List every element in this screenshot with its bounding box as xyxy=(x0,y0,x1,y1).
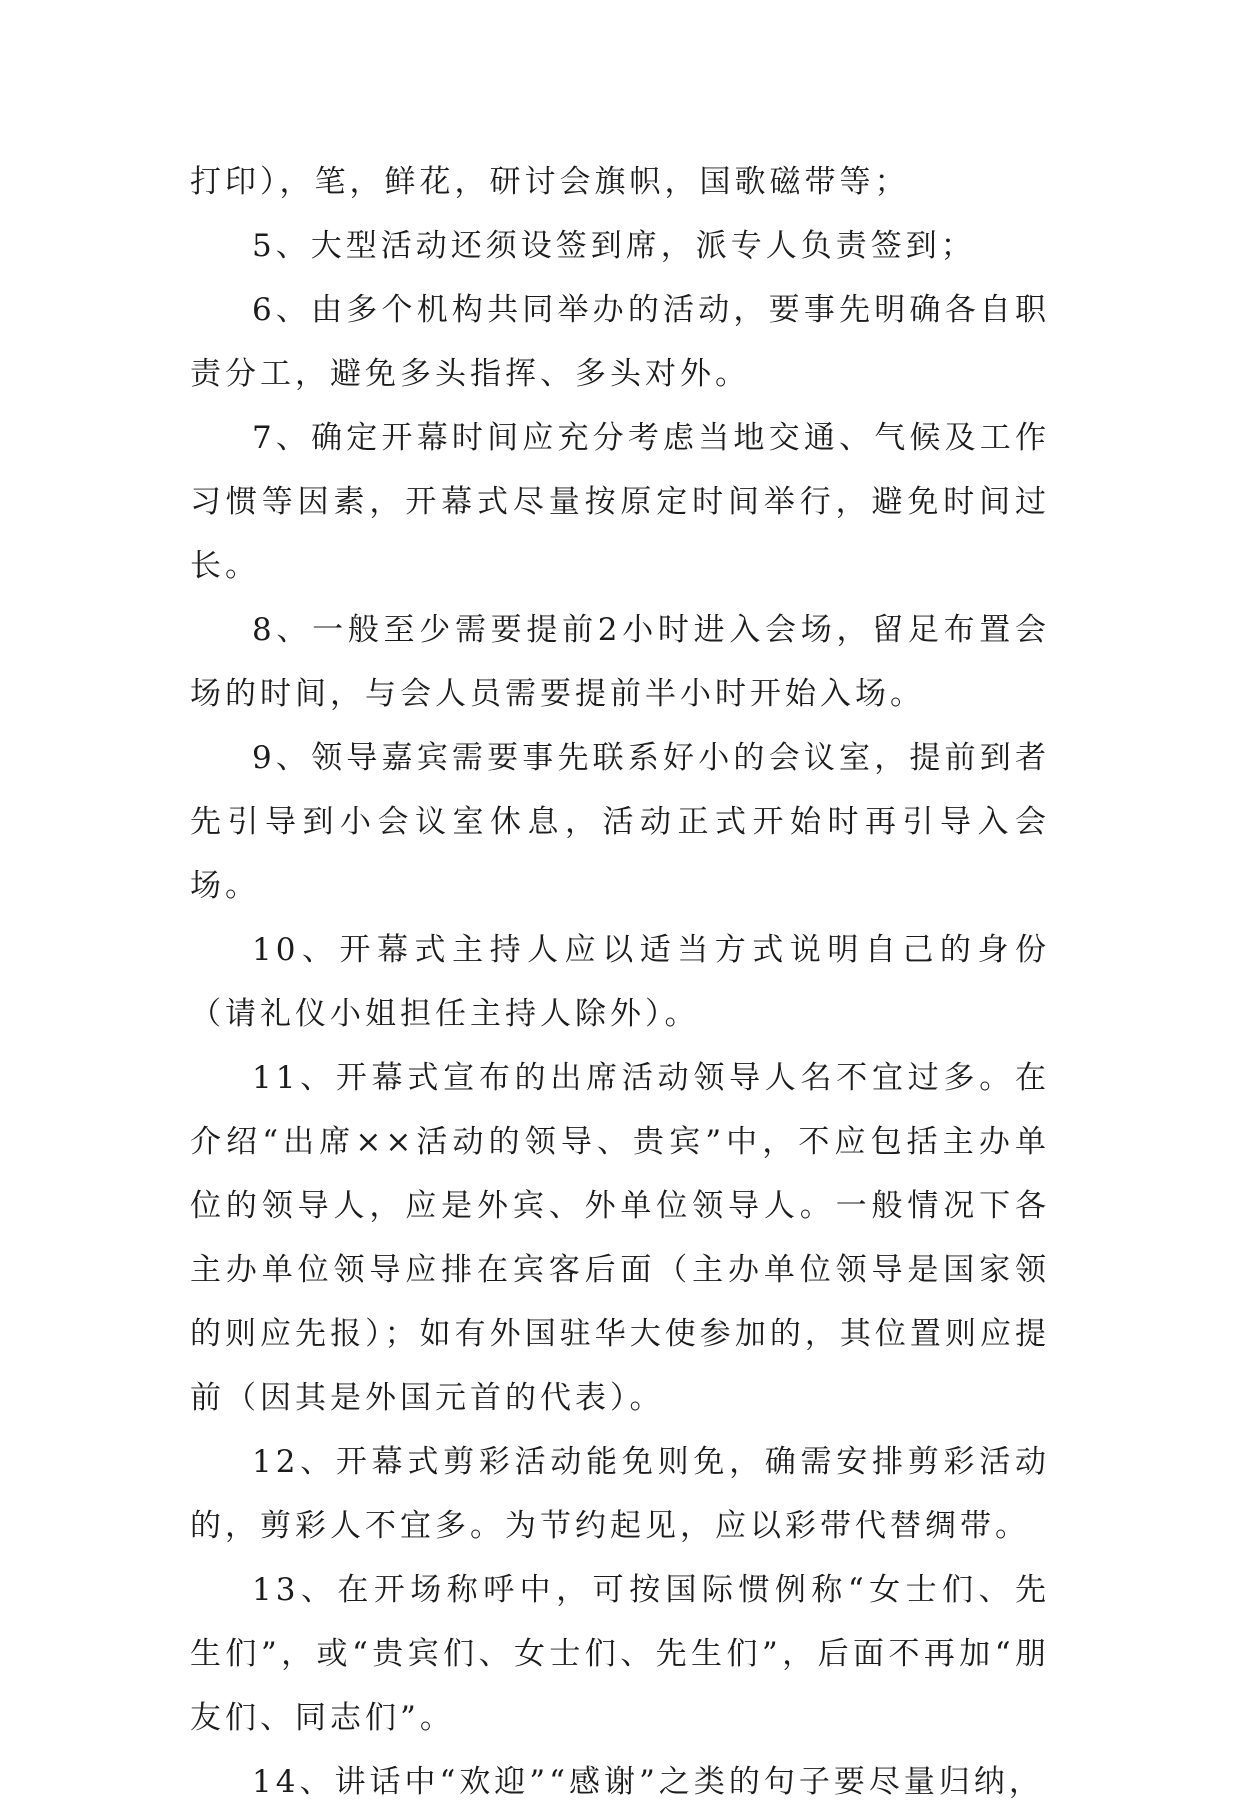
paragraph-item-10: 10、开幕式主持人应以适当方式说明自己的身份（请礼仪小姐担任主持人除外）。 xyxy=(190,932,1050,1032)
paragraph-item-7: 7、确定开幕时间应充分考虑当地交通、气候及工作习惯等因素，开幕式尽量按原定时间举行，避免时间过长。 xyxy=(190,420,1050,584)
paragraph-item-6: 6、由多个机构共同举办的活动，要事先明确各自职责分工，避免多头指挥、多头对外。 xyxy=(190,292,1050,392)
paragraph-item-11: 11、开幕式宣布的出席活动领导人名不宜过多。在介绍“出席××活动的领导、贵宾”中，不应包括主办单位的领导人，应是外宾、外单位领导人。一般情况下各主办单位领导应排在宾客后面（主办单位领导是国家领的则应先报）；如有外国驻华大使参加的，其位置则应提前（因其是外国元首的代表）。 xyxy=(190,1060,1050,1416)
document-page xyxy=(190,150,1050,1814)
paragraph-item-13: 13、在开场称呼中，可按国际惯例称“女士们、先生们”，或“贵宾们、女士们、先生们”，后面不再加“朋友们、同志们”。 xyxy=(190,1572,1050,1736)
paragraph-continuation: 打印），笔，鲜花，研讨会旗帜，国歌磁带等； xyxy=(190,164,910,200)
paragraph-item-9: 9、领导嘉宾需要事先联系好小的会议室，提前到者先引导到小会议室休息，活动正式开始时再引导入会场。 xyxy=(190,740,1050,904)
paragraph-item-5: 5、大型活动还须设签到席，派专人负责签到； xyxy=(252,228,976,264)
paragraph-item-14: 14、讲话中“欢迎”“感谢”之类的句子要尽量归纳， xyxy=(252,1764,1044,1800)
paragraph-item-8: 8、一般至少需要提前2小时进入会场，留足布置会场的时间，与会人员需要提前半小时开始入场。 xyxy=(190,612,1050,712)
paragraph-item-12: 12、开幕式剪彩活动能免则免，确需安排剪彩活动的，剪彩人不宜多。为节约起见，应以彩带代替绸带。 xyxy=(190,1444,1050,1544)
